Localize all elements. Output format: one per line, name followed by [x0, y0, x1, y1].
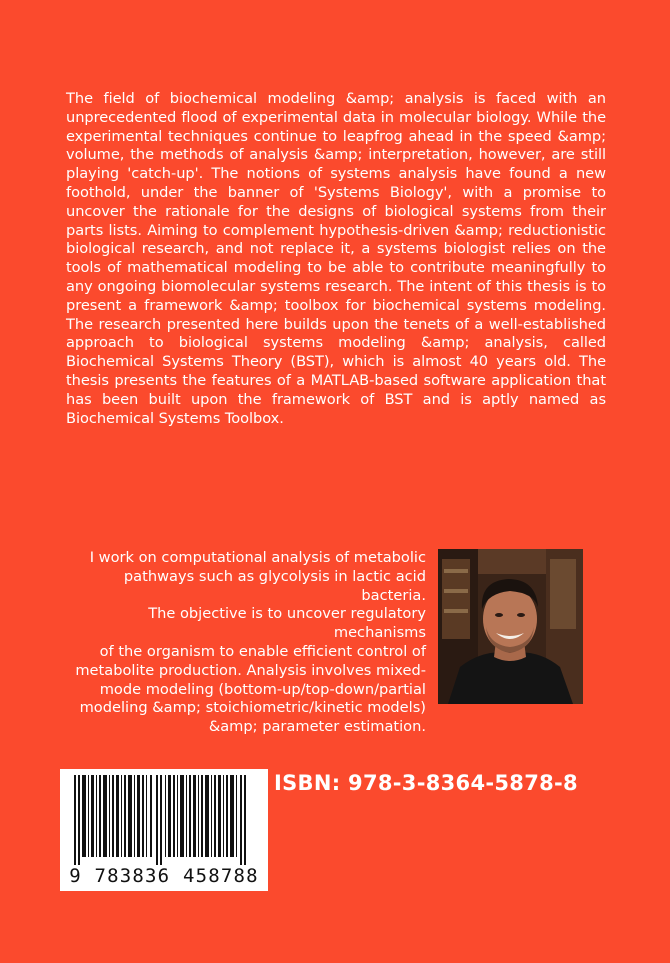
isbn-barcode	[60, 769, 268, 891]
barcode-bars-icon	[60, 769, 268, 865]
back-cover-abstract: The field of biochemical modeling &amp; analysis is faced with an unprecedented flood of experimental data in molecular biology. While the experimental techniques continue to leapfrog ahead in the speed &amp; volume, the methods of analysis &amp; interpretation, however, are still playing 'catch-up'. The notions of systems analysis have found a new foothold, under the banner of 'Systems Biology', with a promise to uncover the rationale for the designs of biological systems from their parts lists. Aiming to complement hypothesis-driven &amp; reductionistic biological research, and not replace it, a systems biologist relies on the tools of mathematical modeling to be able to contribute meaningfully to any ongoing biomolecular systems research. The intent of this thesis is to present a framework &amp; toolbox for biochemical systems modeling. The research presented here builds upon the tenets of a well-established approach to biological systems modeling &amp; analysis, called Biochemical Systems Theory (BST), which is almost 40 years old. The thesis presents the features of a MATLAB-based software application that has been built upon the framework of BST and is aptly named as Biochemical Systems Toolbox.	[66, 90, 606, 427]
author-photo	[438, 549, 583, 704]
author-bio: I work on computational analysis of metabolic pathways such as glycolysis in lactic acid bacteria. The objective is to uncover regulatory mechanisms of the organism to enable efficient control of metabolite production. Analysis involves mixed- mode modeling (bottom-up/top-down/partial modeling &amp; stoichiometric/kinetic models) &amp; parameter estimation.	[75, 549, 426, 736]
barcode-digits: 9 783836 458788	[69, 865, 259, 887]
isbn-label: ISBN: 978-3-8364-5878-8	[274, 771, 578, 795]
